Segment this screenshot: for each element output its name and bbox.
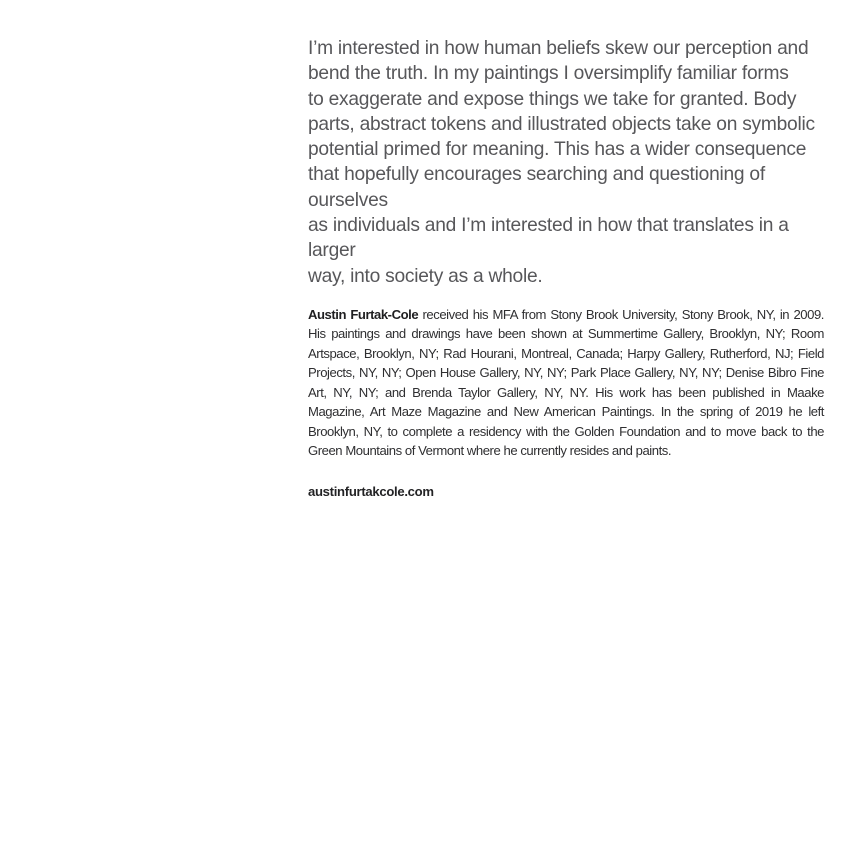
website-link[interactable]: austinfurtakcole.com <box>308 483 434 499</box>
artist-bio-text: received his MFA from Stony Brook University, Stony Brook, NY, in 2009. His paintings and drawings have been shown at Summertime Gallery, Brooklyn, NY; Room Artspace, Brooklyn, NY; Rad Hourani, Montreal, Canada; Harpy Gallery, Rutherford, NJ; Field Projects, NY, NY; Open House Gallery, NY, NY; Park Place Gallery, NY, NY; Denise Bibro Fine Art, NY, NY; and Brenda Taylor Gallery, NY, NY. His work has been published in Maake Magazine, Art Maze Magazine and New American Paintings. In the spring of 2019 he left Brooklyn, NY, to complete a residency with the Golden Foundation and to move back to the Green Mountains of Vermont where he currently resides and paints. <box>308 306 824 459</box>
artist-statement: I’m interested in how human beliefs skew our perception and bend the truth. In my paintings I oversimplify familiar forms to exaggerate and expose things we take for granted. Body parts, abstract tokens and illustrated objects take on symbolic potential primed for meaning. This has a wider consequence that hopefully encourages searching and questioning of ourselves as individuals and I’m interested in how that translates in a larger way, into society as a whole. <box>308 38 815 287</box>
artist-bio <box>308 305 824 461</box>
artist-name: Austin Furtak-Cole <box>308 306 419 322</box>
text-column <box>308 36 824 501</box>
